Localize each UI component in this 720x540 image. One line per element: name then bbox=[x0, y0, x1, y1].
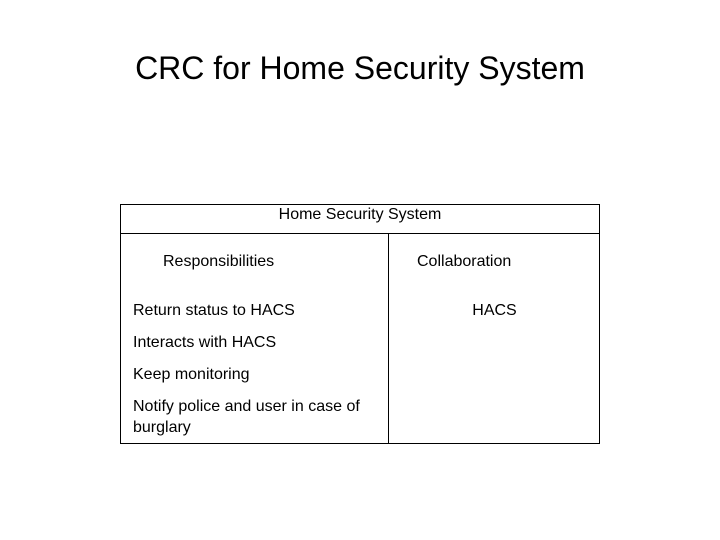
column-divider bbox=[388, 234, 389, 444]
responsibilities-list bbox=[133, 300, 383, 449]
responsibility-item: Notify police and user in case of burglary bbox=[133, 398, 360, 436]
responsibilities-header: Responsibilities bbox=[163, 253, 275, 270]
crc-class-name: Home Security System bbox=[121, 205, 599, 234]
collaborators-list bbox=[389, 300, 600, 332]
collaboration-header: Collaboration bbox=[417, 253, 512, 270]
responsibility-item: Keep monitoring bbox=[133, 366, 250, 383]
slide-title: CRC for Home Security System bbox=[135, 50, 585, 86]
collaborator-item: HACS bbox=[472, 302, 517, 319]
crc-card bbox=[120, 204, 600, 444]
responsibility-item: Interacts with HACS bbox=[133, 334, 277, 351]
responsibility-item: Return status to HACS bbox=[133, 302, 295, 319]
